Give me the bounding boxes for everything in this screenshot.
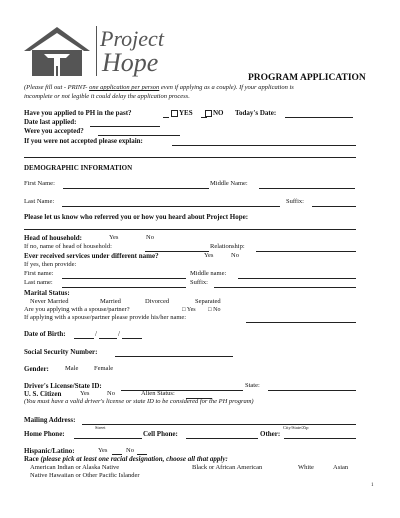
applied-no-option[interactable] — [204, 109, 224, 117]
middle-name-field[interactable] — [259, 188, 355, 189]
logo — [22, 24, 182, 80]
alias-last-name-field[interactable] — [62, 287, 186, 288]
alias-middle-name-field[interactable] — [238, 278, 356, 279]
instructions-text-2: even if applying as a couple). If your application is — [159, 84, 294, 91]
instructions-emphasis: one application per person — [89, 84, 160, 91]
marital-option-separated[interactable]: Separated — [195, 298, 221, 305]
alias-suffix-field[interactable] — [214, 287, 356, 288]
todays-date-field[interactable] — [285, 117, 353, 118]
suffix-field[interactable] — [312, 206, 356, 207]
different-name-label: Ever received services under different name? — [24, 252, 159, 260]
cell-phone-field[interactable] — [186, 438, 258, 439]
todays-date-label: Today's Date: — [235, 109, 277, 117]
head-of-household-label: Head of household: — [24, 234, 82, 242]
middle-name-label: Middle Name: — [210, 180, 248, 187]
marital-option-married[interactable]: Married — [100, 298, 121, 305]
marital-status-heading: Marital Status: — [24, 289, 70, 297]
last-name-label: Last Name: — [24, 198, 55, 205]
spouse-name-field[interactable] — [246, 322, 356, 323]
applied-no-blank[interactable] — [201, 117, 207, 118]
page-title: PROGRAM APPLICATION — [248, 73, 366, 83]
gender-label: Gender: — [24, 365, 49, 373]
house-person-icon — [22, 24, 92, 78]
dob-day-field[interactable] — [99, 338, 117, 339]
race-option-white[interactable]: White — [298, 464, 314, 471]
different-name-yes-option[interactable]: Yes — [204, 252, 214, 259]
first-name-field[interactable] — [63, 188, 209, 189]
referral-label: Please let us know who referred you or how you heard about Project Hope: — [24, 213, 249, 221]
hispanic-label: Hispanic/Latino: — [24, 447, 75, 455]
ssn-field[interactable] — [115, 356, 233, 357]
alias-last-name-label: Last name: — [24, 279, 53, 286]
relationship-field[interactable] — [256, 251, 356, 252]
race-heading: Race — [24, 455, 39, 463]
not-accepted-field[interactable] — [172, 145, 356, 146]
spouse-name-label: If applying with a spouse/partner please provide his/her name: — [24, 314, 187, 321]
instructions-line-1 — [24, 84, 294, 91]
state-field[interactable] — [268, 390, 356, 391]
page-number: 1 — [371, 483, 374, 488]
alien-status-label: Alien Status: — [141, 390, 175, 397]
hoh-yes-option[interactable]: Yes — [109, 234, 119, 241]
spouse-yes-option[interactable] — [182, 307, 196, 313]
first-name-label: First Name: — [24, 180, 55, 187]
applied-yes-option[interactable] — [170, 109, 193, 117]
dob-label: Date of Birth: — [24, 330, 66, 338]
race-option-asian[interactable]: Asian — [333, 464, 349, 471]
race-option-american-indian[interactable]: American Indian or Alaska Native — [30, 464, 120, 471]
accepted-label: Were you accepted? — [24, 127, 84, 135]
marital-option-divorced[interactable]: Divorced — [145, 298, 170, 305]
race-option-native-hawaiian[interactable]: Native Hawaiian or Other Pacific Islander — [30, 472, 140, 479]
other-phone-label: Other: — [260, 430, 281, 438]
spouse-no-option[interactable] — [208, 307, 220, 313]
mailing-address-label: Mailing Address: — [24, 416, 76, 424]
logo-divider — [96, 26, 97, 76]
other-phone-field[interactable] — [284, 438, 356, 439]
logo-text-project: Project — [100, 26, 164, 51]
marital-option-never-married[interactable]: Never Married — [30, 298, 69, 305]
state-label: State: — [245, 382, 260, 389]
race-note: (please pick at least one racial designation, choose all that apply: — [38, 455, 228, 463]
city-state-zip-caption: City/State/Zip — [283, 425, 309, 430]
home-phone-label: Home Phone: — [24, 430, 65, 438]
license-field[interactable] — [121, 390, 243, 391]
hispanic-no-option[interactable]: No — [126, 447, 134, 454]
ssn-label: Social Security Number: — [24, 348, 98, 356]
accepted-field[interactable] — [98, 135, 180, 136]
logo-text-hope: Hope — [102, 48, 159, 77]
relationship-label: Relationship: — [210, 243, 245, 250]
alias-middle-name-label: Middle name: — [190, 270, 227, 277]
cell-phone-label: Cell Phone: — [143, 430, 178, 438]
hispanic-yes-option[interactable]: Yes — [98, 447, 108, 454]
race-option-black[interactable]: Black or African American — [192, 464, 263, 471]
citizen-no-option[interactable]: No — [107, 390, 115, 397]
yes-label: YES — [179, 109, 193, 117]
hoh-no-option[interactable]: No — [146, 234, 154, 241]
dob-separator-2: / — [118, 330, 120, 338]
different-name-no-option[interactable]: No — [231, 252, 239, 259]
alias-first-name-label: First name: — [24, 270, 54, 277]
suffix-label: Suffix: — [286, 198, 304, 205]
alias-first-name-field[interactable] — [62, 278, 186, 279]
citizen-label: U. S. Citizen — [24, 390, 62, 398]
mailing-address-field[interactable] — [82, 424, 356, 425]
dob-separator-1: / — [95, 330, 97, 338]
spouse-question: Are you applying with a spouse/partner? — [24, 306, 130, 313]
spouse-yes-box[interactable]: □ — [182, 307, 187, 313]
not-accepted-field-2[interactable] — [24, 157, 356, 158]
alias-suffix-label: Suffix: — [190, 279, 208, 286]
last-name-field[interactable] — [62, 206, 280, 207]
applied-past-label: Have you applied to PH in the past? — [24, 109, 132, 117]
date-last-applied-label: Date last applied: — [24, 118, 77, 126]
if-yes-label: If yes, then provide: — [24, 261, 77, 268]
citizen-yes-option[interactable]: Yes — [80, 390, 90, 397]
instructions-line-2: incomplete or not legible it could delay the application process. — [24, 93, 190, 100]
instructions-text: (Please fill out - PRINT- — [24, 84, 90, 91]
gender-male-option[interactable]: Male — [65, 365, 79, 372]
yes-checkbox[interactable] — [171, 110, 178, 117]
referral-field[interactable] — [24, 229, 356, 230]
no-label: NO — [213, 109, 224, 117]
applied-yes-blank[interactable] — [163, 117, 169, 118]
license-label: Driver's License/State ID: — [24, 382, 102, 390]
spouse-yes-label: Yes — [186, 307, 196, 313]
date-last-applied-field[interactable] — [90, 126, 160, 127]
dob-month-field[interactable] — [74, 338, 94, 339]
no-checkbox[interactable] — [205, 110, 212, 117]
street-caption: Street — [95, 425, 106, 430]
home-phone-field[interactable] — [74, 438, 142, 439]
gender-female-option[interactable]: Female — [94, 365, 114, 372]
if-no-hoh-label: If no, name of head of household: — [24, 243, 112, 250]
dob-year-field[interactable] — [122, 338, 142, 339]
license-note: (You must have a valid driver's license or state ID to be considered for the PH program) — [24, 398, 254, 405]
spouse-no-box[interactable]: □ — [208, 307, 214, 313]
not-accepted-label: If you were not accepted please explain: — [24, 137, 143, 145]
spouse-no-label: No — [213, 307, 221, 313]
race-label — [24, 455, 228, 463]
demographic-heading: DEMOGRAPHIC INFORMATION — [24, 164, 133, 172]
